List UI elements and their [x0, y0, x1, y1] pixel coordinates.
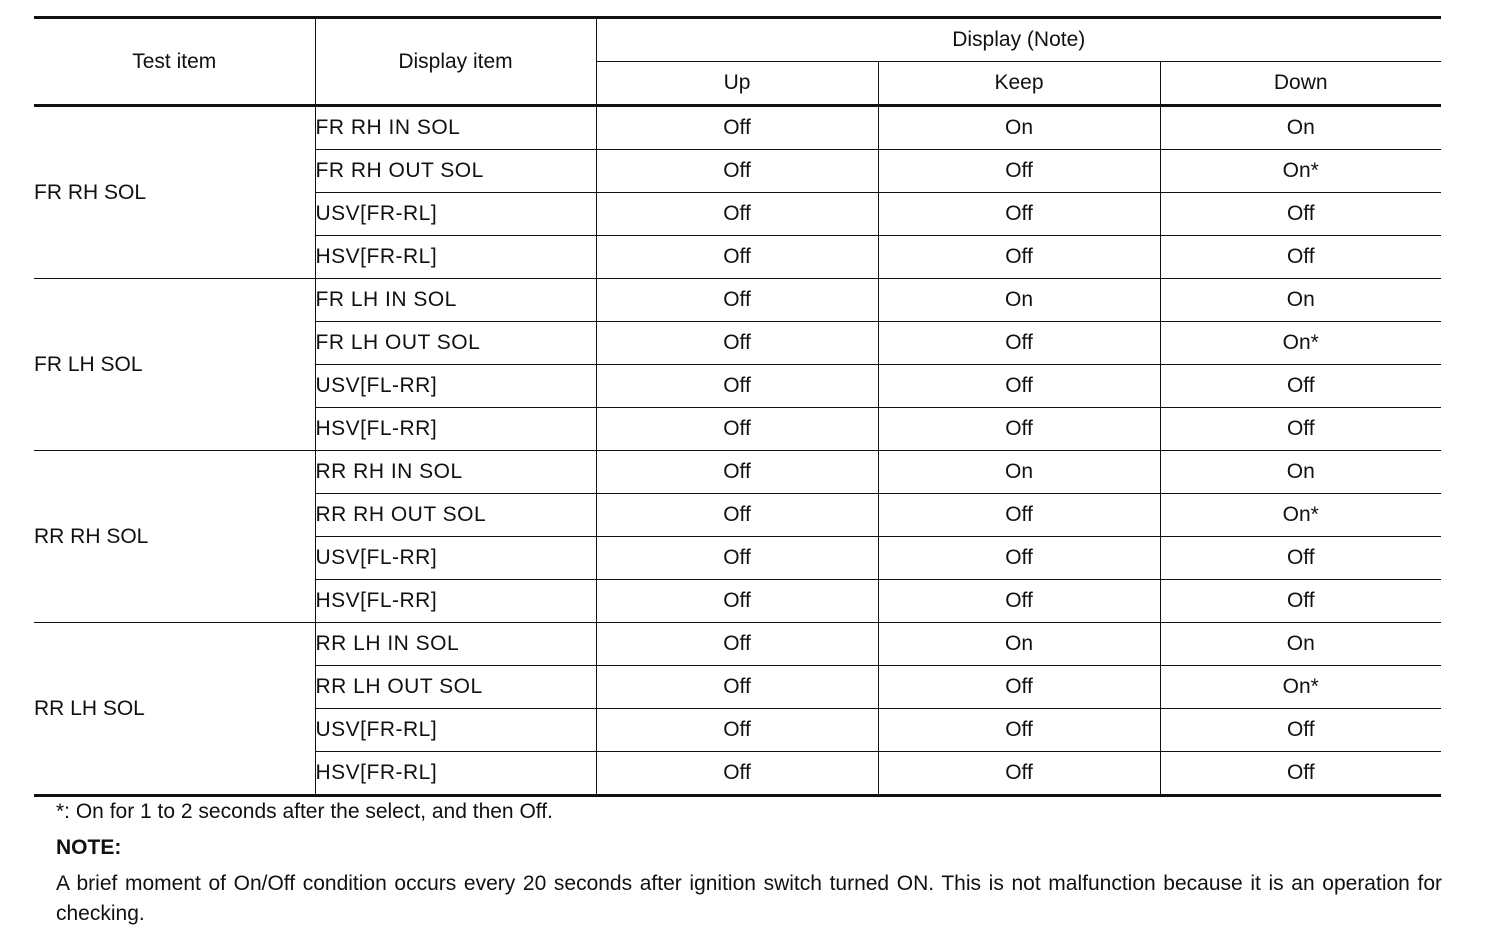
up-value-cell: Off: [596, 279, 878, 322]
display-item-cell: HSV[FL-RR]: [315, 408, 596, 451]
down-value-cell: Off: [1160, 236, 1441, 279]
up-value-cell: Off: [596, 666, 878, 709]
keep-value-cell: Off: [878, 494, 1160, 537]
test-item-cell: FR RH SOL: [34, 106, 315, 279]
up-value-cell: Off: [596, 451, 878, 494]
up-value-cell: Off: [596, 408, 878, 451]
down-value-cell: Off: [1160, 365, 1441, 408]
table-header: [34, 18, 1441, 106]
down-value-cell: Off: [1160, 580, 1441, 623]
down-value-cell: On*: [1160, 666, 1441, 709]
table-row: [34, 106, 1441, 150]
down-value-cell: On: [1160, 106, 1441, 150]
note-heading: NOTE:: [56, 836, 122, 859]
up-value-cell: Off: [596, 537, 878, 580]
table-row: [34, 451, 1441, 494]
up-value-cell: Off: [596, 106, 878, 150]
up-value-cell: Off: [596, 150, 878, 193]
up-value-cell: Off: [596, 709, 878, 752]
keep-value-cell: On: [878, 106, 1160, 150]
up-value-cell: Off: [596, 494, 878, 537]
down-value-cell: Off: [1160, 537, 1441, 580]
up-value-cell: Off: [596, 580, 878, 623]
table-row: [34, 279, 1441, 322]
keep-value-cell: On: [878, 623, 1160, 666]
keep-value-cell: Off: [878, 408, 1160, 451]
down-value-cell: On*: [1160, 150, 1441, 193]
test-group: [34, 623, 1441, 796]
header-keep: Keep: [878, 62, 1160, 106]
display-item-cell: RR RH IN SOL: [315, 451, 596, 494]
up-value-cell: Off: [596, 193, 878, 236]
down-value-cell: On: [1160, 451, 1441, 494]
down-value-cell: Off: [1160, 193, 1441, 236]
notes-section: [56, 797, 1442, 929]
keep-value-cell: Off: [878, 580, 1160, 623]
solenoid-active-test-table: [34, 16, 1441, 797]
display-item-cell: FR LH OUT SOL: [315, 322, 596, 365]
down-value-cell: Off: [1160, 408, 1441, 451]
test-group: [34, 279, 1441, 451]
display-item-cell: USV[FR-RL]: [315, 709, 596, 752]
keep-value-cell: Off: [878, 709, 1160, 752]
display-item-cell: FR RH IN SOL: [315, 106, 596, 150]
up-value-cell: Off: [596, 322, 878, 365]
header-display-note: Display (Note): [596, 18, 1441, 62]
keep-value-cell: Off: [878, 752, 1160, 796]
display-item-cell: USV[FL-RR]: [315, 365, 596, 408]
header-test-item: Test item: [34, 18, 315, 106]
test-group: [34, 106, 1441, 279]
display-item-cell: HSV[FR-RL]: [315, 236, 596, 279]
down-value-cell: Off: [1160, 752, 1441, 796]
keep-value-cell: On: [878, 451, 1160, 494]
keep-value-cell: Off: [878, 666, 1160, 709]
active-test-table-sheet: [34, 16, 1441, 797]
keep-value-cell: Off: [878, 365, 1160, 408]
keep-value-cell: Off: [878, 150, 1160, 193]
up-value-cell: Off: [596, 236, 878, 279]
display-item-cell: USV[FL-RR]: [315, 537, 596, 580]
display-item-cell: USV[FR-RL]: [315, 193, 596, 236]
display-item-cell: RR LH IN SOL: [315, 623, 596, 666]
down-value-cell: On: [1160, 623, 1441, 666]
display-item-cell: HSV[FL-RR]: [315, 580, 596, 623]
display-item-cell: HSV[FR-RL]: [315, 752, 596, 796]
test-group: [34, 451, 1441, 623]
test-item-cell: FR LH SOL: [34, 279, 315, 451]
display-item-cell: FR RH OUT SOL: [315, 150, 596, 193]
up-value-cell: Off: [596, 365, 878, 408]
footnote: *: On for 1 to 2 seconds after the select, and then Off.: [56, 800, 553, 823]
test-item-cell: RR LH SOL: [34, 623, 315, 796]
keep-value-cell: On: [878, 279, 1160, 322]
down-value-cell: Off: [1160, 709, 1441, 752]
test-item-cell: RR RH SOL: [34, 451, 315, 623]
display-item-cell: RR LH OUT SOL: [315, 666, 596, 709]
down-value-cell: On*: [1160, 494, 1441, 537]
note-body: A brief moment of On/Off condition occurs every 20 seconds after ignition switch turned ON. This is not malfunction because it is an operation for checking.: [56, 872, 1442, 925]
keep-value-cell: Off: [878, 322, 1160, 365]
table-row: [34, 623, 1441, 666]
keep-value-cell: Off: [878, 537, 1160, 580]
up-value-cell: Off: [596, 623, 878, 666]
keep-value-cell: Off: [878, 193, 1160, 236]
header-display-item: Display item: [315, 18, 596, 106]
up-value-cell: Off: [596, 752, 878, 796]
down-value-cell: On: [1160, 279, 1441, 322]
header-down: Down: [1160, 62, 1441, 106]
display-item-cell: RR RH OUT SOL: [315, 494, 596, 537]
display-item-cell: FR LH IN SOL: [315, 279, 596, 322]
header-up: Up: [596, 62, 878, 106]
down-value-cell: On*: [1160, 322, 1441, 365]
keep-value-cell: Off: [878, 236, 1160, 279]
